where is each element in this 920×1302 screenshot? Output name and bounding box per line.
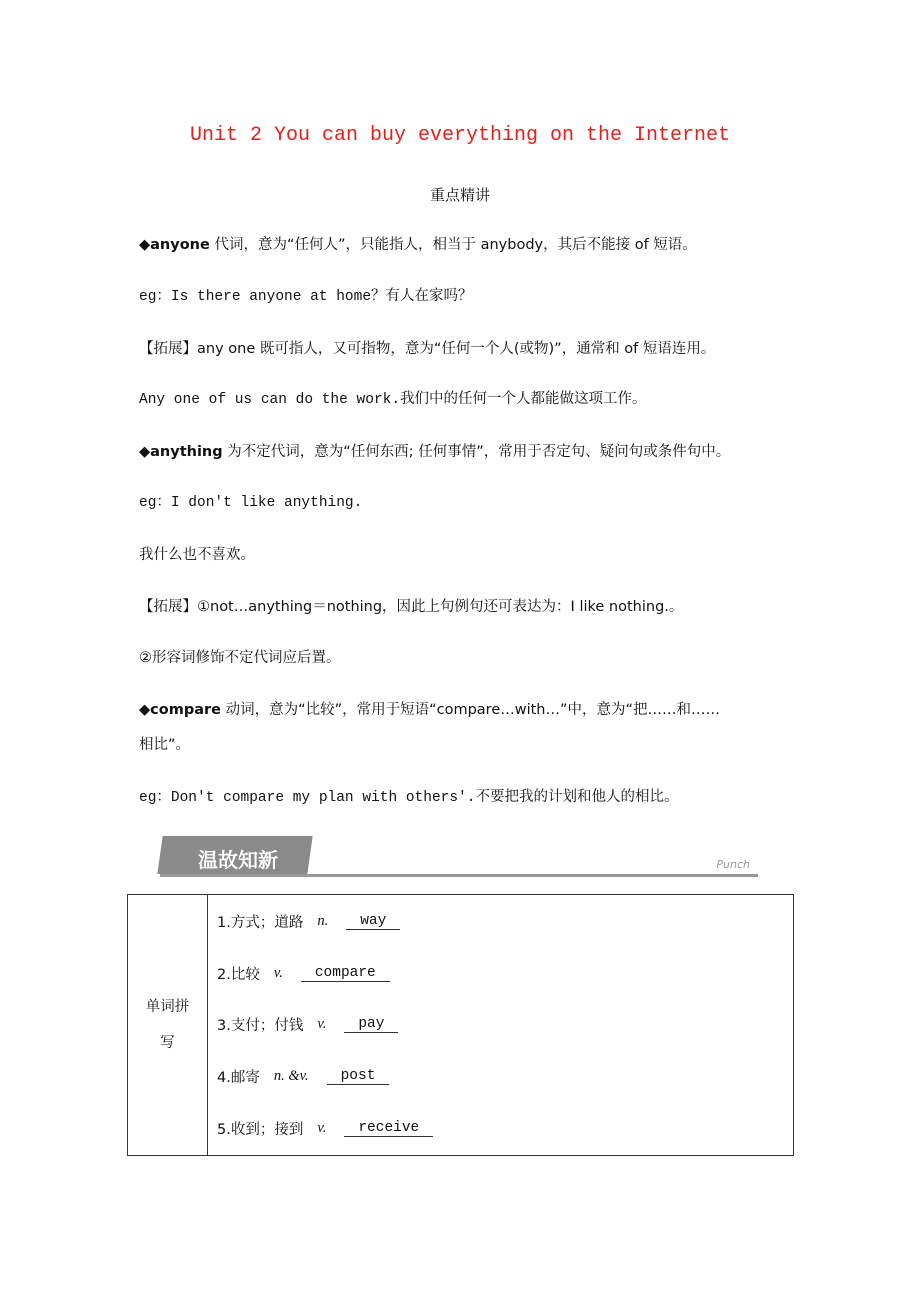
note-line: 【拓展】any one 既可指人，又可指物，意为“任何一个人(或物)”，通常和 of 短语连用。 — [139, 341, 716, 357]
note-line: 【拓展】①not…anything＝nothing，因此上句例句还可表达为：I like nothing.。 — [139, 599, 684, 615]
banner-tag: Punch — [716, 858, 750, 871]
note-line: 相比”。 — [139, 737, 191, 753]
vocab-item — [209, 999, 792, 1051]
answer-blank[interactable]: pay — [344, 1016, 398, 1033]
part-of-speech: v. — [317, 1119, 327, 1136]
part-of-speech: v. — [273, 964, 283, 981]
note-text: 动词，意为“比较”，常用于短语“compare…with…”中，意为“把……和…… — [220, 702, 721, 718]
vocab-item — [209, 948, 792, 1000]
note-line: ②形容词修饰不定代词应后置。 — [139, 650, 341, 666]
vocab-item — [209, 1102, 792, 1154]
note-line — [139, 700, 720, 720]
review-banner — [160, 830, 760, 878]
note-line: 我什么也不喜欢。 — [139, 547, 255, 563]
part-of-speech: v. — [317, 1016, 327, 1033]
note-text: 代词，意为“任何人”，只能指人，相当于 anybody，其后不能接 of 短语。 — [209, 237, 697, 253]
vocab-item — [209, 1051, 792, 1103]
banner-label: 温故知新 — [198, 848, 278, 872]
table-header — [128, 895, 208, 1156]
answer-blank[interactable]: compare — [301, 965, 390, 982]
section-heading: 重点精讲 — [429, 186, 490, 204]
page-title: Unit 2 You can buy everything on the Internet — [189, 124, 731, 147]
note-line — [139, 442, 730, 462]
note-line: eg：Don't compare my plan with others'.不要把我的计划和他人的相比。 — [139, 790, 679, 806]
banner-rule — [160, 874, 758, 877]
note-line — [139, 235, 697, 255]
vocab-prompt: 1.方式；道路 — [217, 915, 304, 932]
vocab-item — [209, 896, 792, 948]
keyword: ◆compare — [139, 702, 221, 718]
note-line: Any one of us can do the work.我们中的任何一个人都能做这项工作。 — [139, 392, 647, 408]
note-line: eg：I don't like anything. — [139, 495, 363, 511]
header-text: 单词拼写 — [145, 998, 190, 1051]
keyword: ◆anyone — [139, 237, 210, 253]
answer-blank[interactable]: receive — [344, 1120, 433, 1137]
vocab-prompt: 2.比较 — [217, 966, 260, 983]
vocab-items — [208, 895, 794, 1156]
answer-blank[interactable]: way — [346, 913, 400, 930]
vocab-prompt: 3.支付；付钱 — [217, 1018, 304, 1035]
vocab-table — [127, 894, 794, 1156]
vocab-prompt: 4.邮寄 — [217, 1070, 260, 1087]
answer-blank[interactable]: post — [327, 1068, 390, 1085]
note-line: eg：Is there anyone at home？有人在家吗？ — [139, 289, 473, 305]
part-of-speech: n. — [317, 913, 329, 930]
vocab-prompt: 5.收到；接到 — [217, 1121, 304, 1138]
note-text: 为不定代词，意为“任何东西; 任何事情”，常用于否定句、疑问句或条件句中。 — [222, 444, 731, 460]
part-of-speech: n. &v. — [273, 1068, 309, 1085]
keyword: ◆anything — [139, 444, 223, 460]
